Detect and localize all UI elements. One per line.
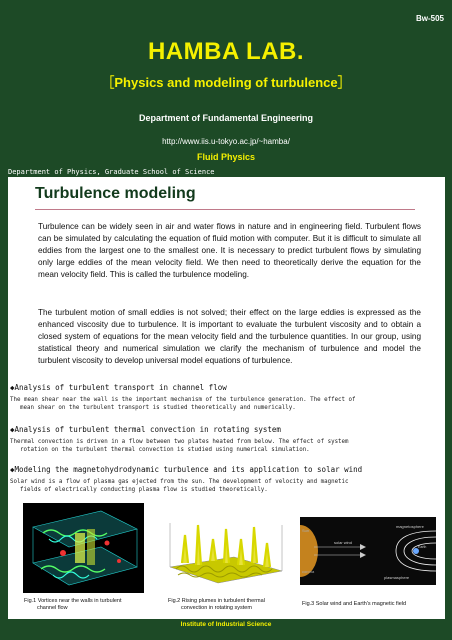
topic-heading: ◆Analysis of turbulent transport in channel flow [10, 383, 227, 392]
topic-description-line: Solar wind is a flow of plasma gas ejected from the sun. The development of velocity and magnetic [10, 479, 349, 485]
topic-description [10, 438, 440, 454]
intro-paragraph: Turbulence can be widely seen in air and water flows in nature and in engineering field. Turbulent flows can be simulated by calculating the equation of fluid motion with computer. But it is difficult to simulate all eddies from the largest one to the smallest one. It is necessary to predict turbulent flows by simulating only large eddies of the mean velocity field. We then need to theoretically derive the equation for the mean velocity field. This is called the turbulence modeling. [38, 222, 421, 279]
fig3-label-plasmasphere: plasmasphere [384, 575, 410, 580]
figure-caption-line: Fig.3 Solar wind and Earth's magnetic field [302, 601, 407, 607]
figure-solar-wind-image [300, 517, 436, 585]
figure-caption [168, 598, 293, 612]
department-name: Department of Fundamental Engineering [138, 113, 313, 123]
lab-subtitle: ［Physics and modeling of turbulence］ [101, 75, 351, 90]
figure-caption [24, 598, 149, 612]
topic-description-line: The mean shear near the wall is the important mechanism of the turbulence generation. The effect of [10, 397, 356, 403]
figure-caption-line: Fig.1 Vortices near the walls in turbulent [24, 598, 122, 604]
content-panel [8, 177, 445, 619]
topic-description-line: rotation on the turbulent thermal convection is studied using numerical simulation. [20, 447, 310, 453]
fig3-label-magnetosphere: magnetosphere [396, 524, 424, 529]
topic-description-line: fields of electrically conducting plasma flow is studied theoretically. [20, 487, 268, 493]
topic-description [10, 478, 440, 494]
secondary-department: Department of Physics, Graduate School of Science [8, 168, 215, 176]
institute-footer: Institute of Industrial Science [180, 621, 272, 628]
fig3-label-sun: Sun [302, 528, 310, 533]
model-paragraph: The turbulent motion of small eddies is not solved; their effect on the large eddies is expressed as the enhanced viscosity due to turbulence. It is important to evaluate the turbulent viscosity and to obtain a closed system of equations for the mean velocity field and the turbulence quantities. In our group, using statistical theory and numerical simulation we clarify the mechanism of turbulence and model the turbulent viscosity to develop universal model equations of turbulence. [38, 308, 421, 365]
poster-id-badge: Bw-505 [415, 14, 444, 23]
figure-caption [302, 601, 442, 608]
topic-description-line: mean shear on the turbulent transport is studied theoretically and numerically. [20, 405, 296, 411]
fig3-label-earth: Earth [418, 545, 427, 549]
figure-caption-line: convection in rotating system [181, 605, 252, 611]
figure-channel-flow-image [23, 503, 144, 593]
figure-caption-line: channel flow [37, 605, 68, 611]
section-title: Turbulence modeling [35, 185, 196, 202]
lab-title: HAMBA LAB. [147, 38, 305, 65]
fig3-label-corona: corona [302, 569, 315, 574]
lab-url-link[interactable]: http://www.iis.u-tokyo.ac.jp/~hamba/ [162, 137, 290, 146]
figure-thermal-convection-image [164, 503, 286, 593]
topic-description [10, 396, 440, 412]
field-name: Fluid Physics [196, 152, 256, 162]
fig3-label-solar-wind: solar wind [334, 540, 353, 545]
section-divider [35, 209, 415, 210]
topic-heading: ◆Analysis of turbulent thermal convection in rotating system [10, 425, 281, 434]
topic-heading: ◆Modeling the magnetohydrodynamic turbulence and its application to solar wind [10, 465, 363, 474]
topic-description-line: Thermal convection is driven in a flow between two plates heated from below. The effect of system [10, 439, 349, 445]
figure-caption-line: Fig.2 Rising plumes in turbulent thermal [168, 598, 265, 604]
